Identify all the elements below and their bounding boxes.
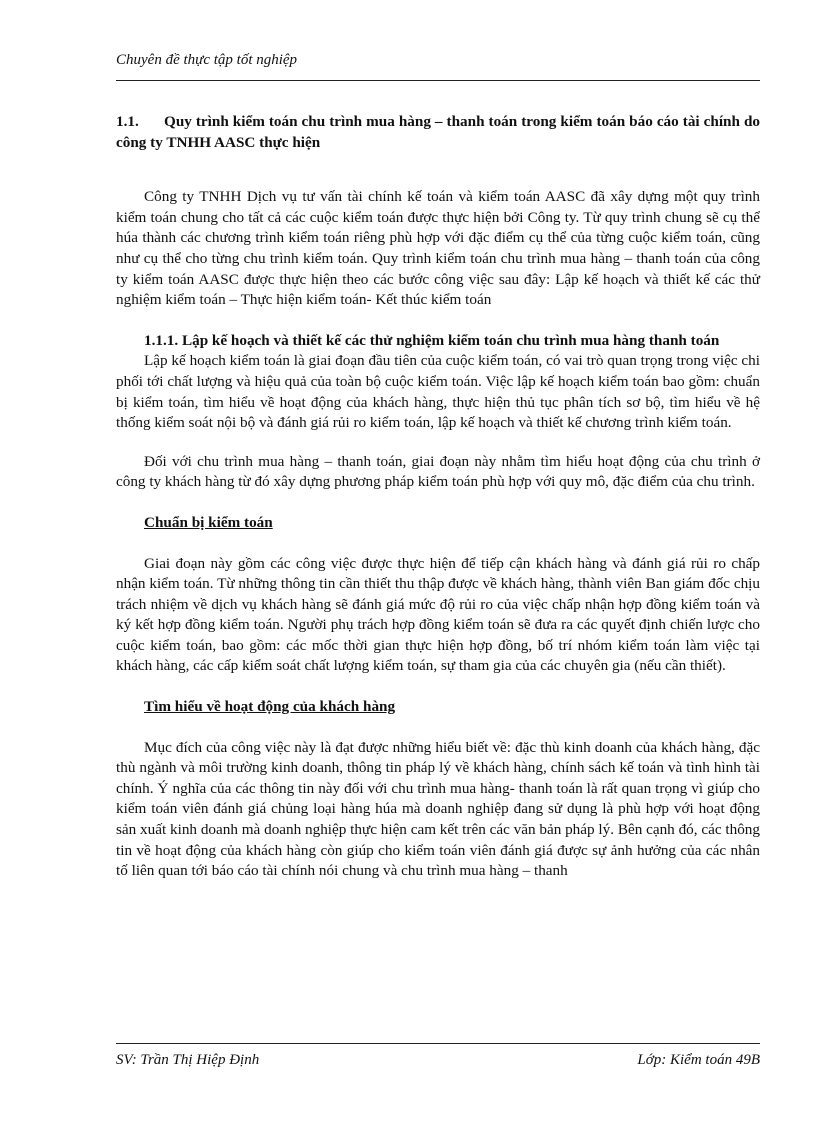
understanding-paragraph: Mục đích của công việc này là đạt được những hiểu biết về: đặc thù kinh doanh của khách hàng, đặc thù ngành và môi trường kinh doanh, thông tin pháp lý về khách hàng, chính sách kế toán và tình hình tài chính. Ý nghĩa của các thông tin này đối với chu trình mua hàng- thanh toán là rất quan trọng vì giúp cho kiểm toán viên đánh giá chủng loại hàng húa mà doanh nghiệp đang sử dụng là phù hợp với hoạt động sản xuất kinh doanh mà doanh nghiệp thực hiện cam kết trên các văn bản pháp lý. Bên cạnh đó, các thông tin về hoạt động của khách hàng còn giúp cho kiểm toán viên đánh giá được sự ảnh hưởng của các nhân tố liên quan tới báo cáo tài chính nói chung và chu trình mua hàng – thanh: [116, 738, 760, 880]
header-title: Chuyên đề thực tập tốt nghiệp: [116, 52, 298, 68]
page-content: [116, 112, 760, 882]
page-footer: [116, 1043, 760, 1070]
page-header: [116, 50, 760, 81]
subsection-paragraph-1: Lập kế hoạch kiểm toán là giai đoạn đầu tiên của cuộc kiểm toán, có vai trò quan trọng trong việc chi phối tới chất lượng và hiệu quả của toàn bộ cuộc kiểm toán. Việc lập kế hoạch kiểm toán bao gồm: chuẩn bị kiểm toán, tìm hiểu về hoạt động của khách hàng, thực hiện thủ tục phân tích sơ bộ, tìm hiểu về hệ thống kiểm soát nội bộ và đánh giá rủi ro kiểm toán, lập kế hoạch và thiết kế chương trình kiểm toán.: [116, 352, 760, 432]
section-title-text: Quy trình kiểm toán chu trình mua hàng – thanh toán trong kiểm toán báo cáo tài chính do công ty TNHH AASC thực hiện: [116, 113, 760, 151]
prep-heading: Chuẩn bị kiểm toán: [144, 513, 273, 531]
footer-class: Lớp: Kiểm toán 49B: [637, 1052, 760, 1068]
prep-paragraph: Giai đoạn này gồm các công việc được thực hiện để tiếp cận khách hàng và đánh giá rủi ro chấp nhận kiểm toán. Từ những thông tin cần thiết thu thập được về khách hàng, thành viên Ban giám đốc chịu trách nhiệm về dịch vụ khách hàng sẽ đánh giá mức độ rủi ro của việc chấp nhận hợp đồng kiểm toán và ký kết hợp đồng kiểm toán. Người phụ trách hợp đồng kiểm toán sẽ đưa ra các quyết định chiến lược cho cuộc kiểm toán, bao gồm: các mốc thời gian thực hiện hợp đồng, bố trí nhóm kiểm toán làm việc tại khách hàng, các cấp kiểm soát chất lượng kiểm toán, sự tham gia của các chuyên gia (nếu cần thiết).: [116, 554, 760, 675]
intro-paragraph: Công ty TNHH Dịch vụ tư vấn tài chính kế toán và kiểm toán AASC đã xây dựng một quy trình kiểm toán chung cho tất cả các cuộc kiểm toán được thực hiện bởi Công ty. Từ quy trình chung sẽ cụ thể húa thành các chương trình kiểm toán riêng phù hợp với đặc điểm cụ thể của từng cuộc kiểm toán, cũng như cụ thể cho từng chu trình kiểm toán. Quy trình kiểm toán chu trình mua hàng – thanh toán của công ty kiểm toán AASC được thực hiện theo các bước công việc sau đây: Lập kế hoạch và thiết kế các thử nghiệm kiểm toán – Thực hiện kiểm toán- Kết thúc kiểm toán: [116, 188, 760, 309]
subsection-heading: 1.1.1. Lập kế hoạch và thiết kế các thử nghiệm kiểm toán chu trình mua hàng thanh toán: [144, 331, 720, 349]
subsection-paragraph-2: Đối với chu trình mua hàng – thanh toán, giai đoạn này nhằm tìm hiểu hoạt động của chu trình ở công ty khách hàng từ đó xây dựng phương pháp kiểm toán phù hợp với quy mô, đặc điểm của chu trình.: [116, 452, 760, 491]
section-title: [116, 112, 760, 153]
understanding-heading: Tìm hiểu về hoạt động của khách hàng: [144, 698, 396, 716]
section-number: 1.1.: [116, 113, 139, 130]
footer-student: SV: Trần Thị Hiệp Định: [116, 1052, 260, 1068]
